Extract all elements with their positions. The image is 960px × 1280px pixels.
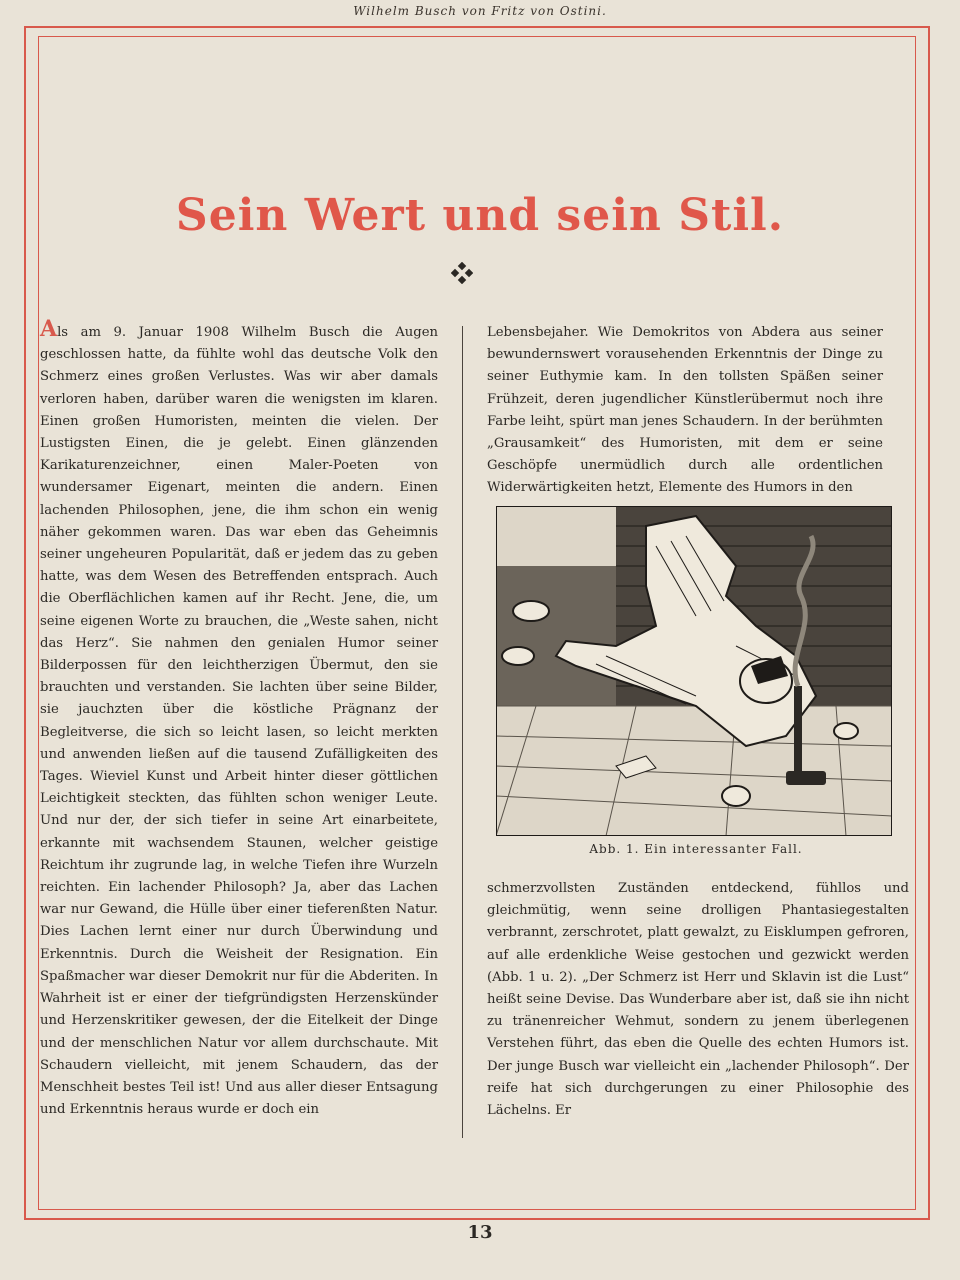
left-column-text (40, 316, 438, 1121)
article-title: Sein Wert und sein Stil. (175, 190, 785, 241)
left-column-body: ls am 9. Januar 1908 Wilhelm Busch die Augen geschlossen hatte, da fühlte wohl das deutsche Volk den Schmerz eines großen Verlustes. Was wir aber damals verloren haben, darüber waren die wenigsten im klaren. Einen großen Humoristen, meinten die vielen. Der Lustigsten Einen, die je gelebt. Einen glänzenden Karikaturenzeichner, einen Maler-Poeten von wundersamer Eigenart, meinten die andern. Einen lachenden Philosophen, jene, die ihm schon ein wenig näher gekommen waren. Das war eben das Geheimnis seiner ungeheuren Popularität, daß er jedem das zu geben hatte, was dem Wesen des Betreffenden entsprach. Auch die Oberflächlichen kamen auf ihr Recht. Jene, die, um seine eigenen Worte zu brauchen, die „Weste sahen, nicht das Herz“. Sie nahmen den genialen Humor seiner Bilderpossen für den leichtherzigen Übermut, den sie brauchten und verstanden. Sie lachten über seine Bilder, sie jauchzten über die köstliche Prägnanz der Begleitverse, die sich so leicht lasen, so leicht merkten und anwenden ließen auf die tausend Zufälligkeiten des Tages. Wieviel Kunst und Arbeit hinter dieser göttlichen Leichtigkeit steckten, das fühlten schon weniger Leute. Und nur der, der sich tiefer in seine Art einarbeitete, erkannte mit wachsendem Staunen, welcher geistige Reichtum ihr zugrunde lag, in welche Tiefen ihre Wurzeln reichten. Ein lachender Philosoph? Ja, aber das Lachen war nur Gewand, die Hülle über einer tieferenßten Natur. Dies Lachen lernt einer nur durch Überwindung und Erkenntnis. Durch die Weisheit der Resignation. Ein Spaßmacher war dieser Demokrit nur für die Abderiten. In Wahrheit ist er einer der tiefgründigsten Herzenskünder und Herzenskritiker gewesen, der die Eitelkeit der Dinge und der menschlichen Natur vor allem durchschaute. Mit Schaudern vielleicht, mit jenem Schaudern, das der Menschheit bestes Teil ist! Und aus aller dieser Entsagung und Erkenntnis heraus wurde er doch ein (40, 325, 438, 1118)
right-column-bottom-body: schmerzvollsten Zuständen entdeckend, fühllos und gleichmütig, wenn seine drolligen Phantasiegestalten verbrannt, zerschrotet, platt gewalzt, zu Eisklumpen gefroren, auf alle erdenkliche Weise gestochen und gezwickt werden (Abb. 1 u. 2). „Der Schmerz ist Herr und Sklavin ist die Lust“ heißt seine Devise. Das Wunderbare aber ist, daß sie ihn nicht zu tränenreicher Wehmut, sondern zu jenem überlegenen Verstehen führt, das eben die Quelle des echten Humors ist. Der junge Busch war vielleicht ein „lachender Philosoph“. Der reife hat sich durchgerungen zu einer Philosophie des Lächelns. Er (487, 881, 909, 1119)
woodcut-illustration (496, 506, 892, 836)
diamond-ornament-icon (451, 262, 473, 284)
page-number: 13 (467, 1222, 493, 1243)
column-divider (462, 326, 463, 1138)
right-column-top-body: Lebensbejaher. Wie Demokritos von Abdera aus seiner bewundernswert vorausehenden Erkenntnis der Dinge zu seiner Euthymie kam. In den tollsten Späßen seiner Frühzeit, deren jugendlicher Künstlerübermut noch ihre Farbe leiht, spürt man jenes Schaudern. In der berühmten „Grausamkeit“ des Humoristen, mit dem er seine Geschöpfe unermüdlich durch alle ordentlichen Widerwärtigkeiten hetzt, Elemente des Humors in den (487, 325, 883, 496)
drop-cap: A (40, 316, 58, 342)
running-head: Wilhelm Busch von Fritz von Ostini. (353, 4, 607, 18)
right-column-bottom-text (487, 878, 909, 1122)
right-column-top-text (487, 322, 883, 500)
left-column-paragraph (40, 316, 438, 1121)
figure-caption: Abb. 1. Ein interessanter Fall. (589, 842, 803, 856)
